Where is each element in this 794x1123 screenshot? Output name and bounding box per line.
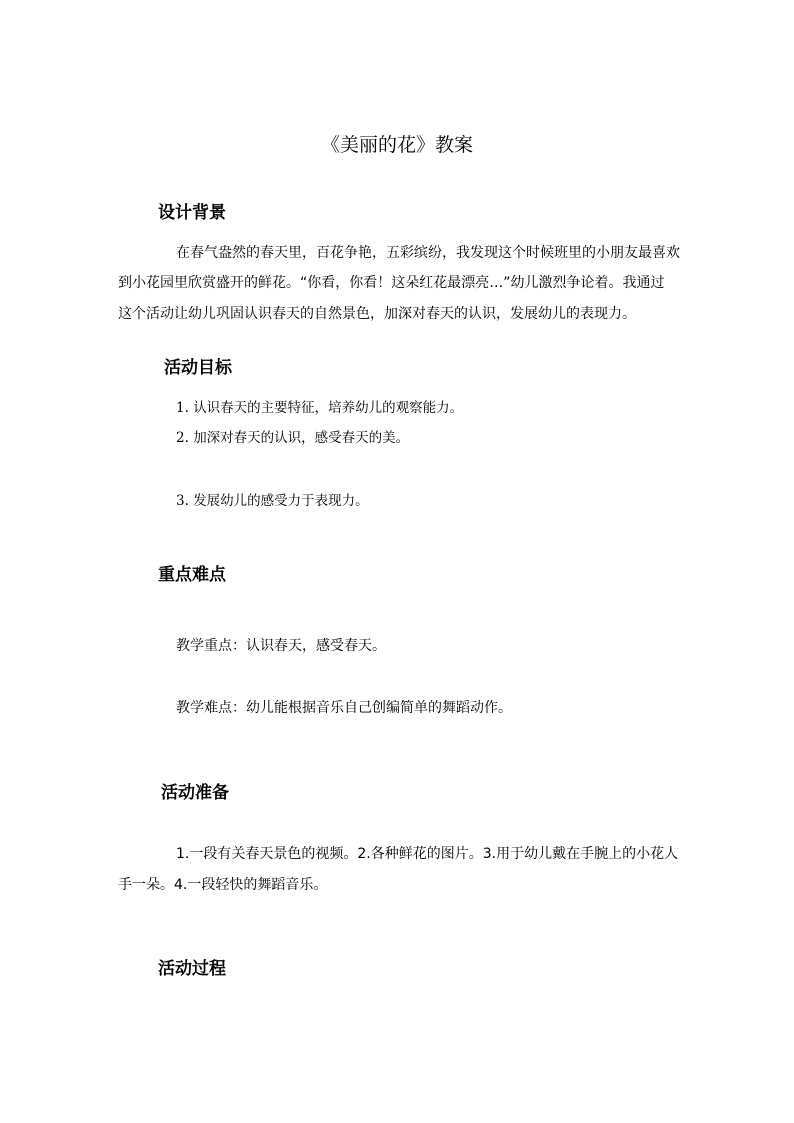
goal-item-3 [176, 491, 369, 511]
goal-item-3-number: 3. [176, 493, 189, 509]
background-line-1: 在春气盎然的春天里，百花争艳，五彩缤纷，我发现这个时候班里的小朋友最喜欢 [176, 245, 680, 261]
teaching-difficulty: 教学难点：幼儿能根据音乐自己创编简单的舞蹈动作。 [176, 700, 512, 716]
preparation-line-1: 1.一段有关春天景色的视频。2.各种鲜花的图片。3.用于幼儿戴在手腕上的小花人 [176, 846, 679, 862]
section-heading-process: 活动过程 [158, 959, 226, 979]
background-line-2: 到小花园里欣赏盛开的鲜花。“你看，你看！这朵红花最漂亮…”幼儿激烈争论着。我通过 [118, 275, 665, 291]
goal-item-1 [176, 398, 463, 418]
goal-item-1-number: 1. [176, 400, 189, 416]
section-heading-key-points: 重点难点 [158, 565, 226, 585]
background-line-3: 这个活动让幼儿巩固认识春天的自然景色，加深对春天的认识，发展幼儿的表现力。 [118, 306, 636, 322]
goal-item-3-text: 发展幼儿的感受力于表现力。 [193, 493, 369, 509]
goal-item-2-number: 2. [176, 430, 189, 446]
section-heading-preparation: 活动准备 [161, 783, 229, 803]
teaching-focus: 教学重点：认识春天，感受春天。 [176, 638, 386, 654]
preparation-line-2: 手一朵。4.一段轻快的舞蹈音乐。 [118, 877, 328, 893]
goal-item-2-text: 加深对春天的认识，感受春天的美。 [193, 430, 410, 446]
section-heading-goals: 活动目标 [164, 358, 232, 378]
section-heading-background: 设计背景 [158, 203, 226, 223]
page-title: 《美丽的花》教案 [320, 134, 473, 156]
goal-item-2 [176, 428, 409, 448]
goal-item-1-text: 认识春天的主要特征，培养幼儿的观察能力。 [193, 400, 464, 416]
